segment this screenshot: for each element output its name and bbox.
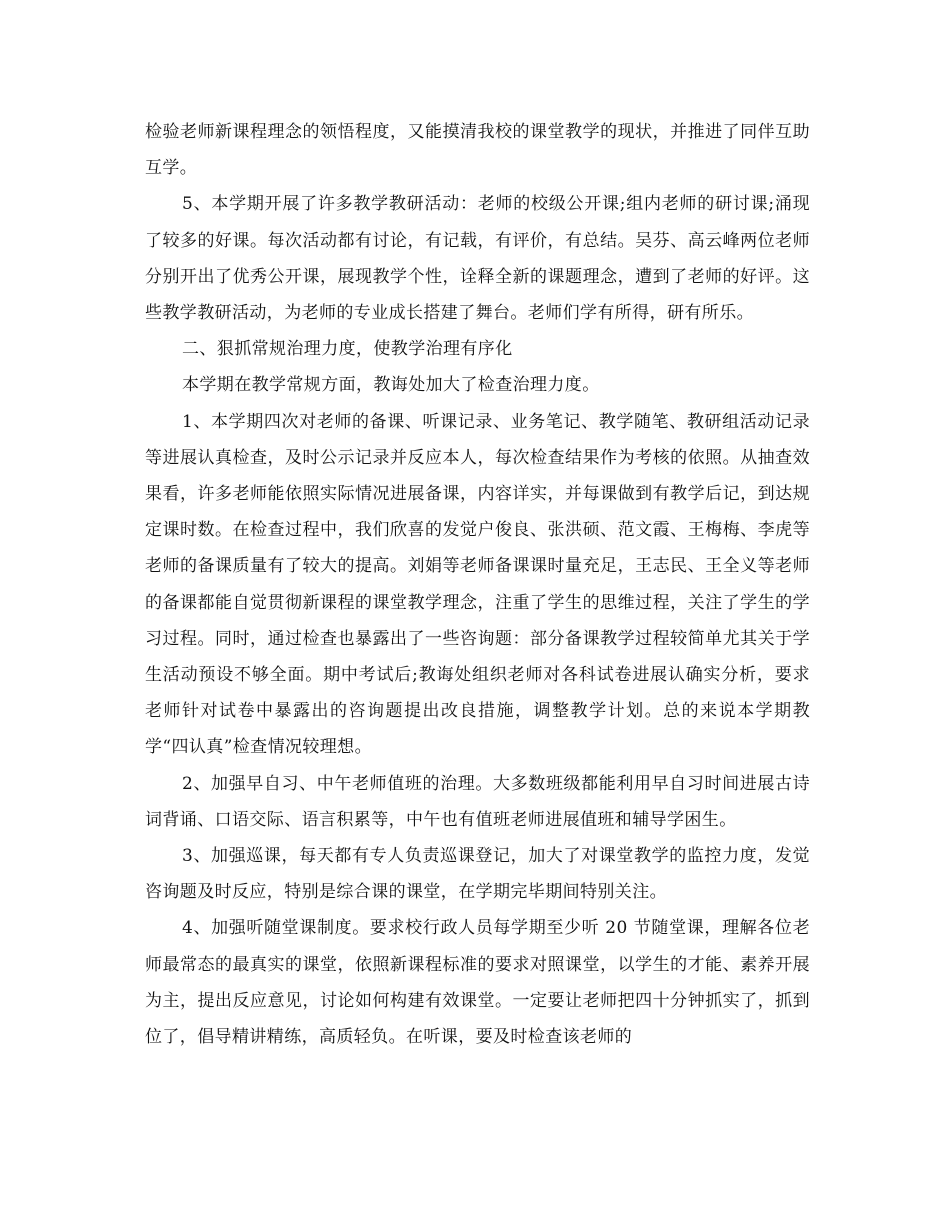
section-heading: 二、狠抓常规治理力度，使教学治理有序化 <box>182 339 513 360</box>
paragraph-8: 4、加强听随堂课制度。要求校行政人员每学期至少听 20 节随堂课，理解各位老师最常态的最真实的课堂，依照新课程标准的要求对照课堂，以学生的才能、素养开展为主，提出反应意见，讨论如何构建有效课堂。一定要让老师把四十分钟抓实了，抓到位了，倡导精讲精练，高质轻负。在听课，要及时检查该老师的 <box>145 918 810 1048</box>
paragraph-1: 检验老师新课程理念的领悟程度，又能摸清我校的课堂教学的现状，并推进了同伴互助互学。 <box>145 122 810 179</box>
document-body <box>145 114 810 1055</box>
paragraph-5: 1、本学期四次对老师的备课、听课记录、业务笔记、教学随笔、教研组活动记录等进展认真检查，及时公示记录并反应本人，每次检查结果作为考核的依照。从抽查效果看，许多老师能依照实际情况进展备课，内容详实，并每课做到有教学后记，到达规定课时数。在检查过程中，我们欣喜的发觉户俊良、张洪硕、范文霞、王梅梅、李虎等老师的备课质量有了较大的提高。刘娟等老师备课课时量充足，王志民、王全义等老师的备课都能自觉贯彻新课程的课堂教学理念，注重了学生的思维过程，关注了学生的学习过程。同时，通过检查也暴露出了一些咨询题：部分备课教学过程较简单尤其关于学生活动预设不够全面。期中考试后;教诲处组织老师对各科试卷进展认确实分析，要求老师针对试卷中暴露出的咨询题提出改良措施，调整教学计划。总的来说本学期教学“四认真”检查情况较理想。 <box>145 411 810 758</box>
paragraph-7: 3、加强巡课，每天都有专人负责巡课登记，加大了对课堂教学的监控力度，发觉咨询题及时反应，特别是综合课的课堂，在学期完毕期间特别关注。 <box>145 846 810 903</box>
paragraph-2: 5、本学期开展了许多教学教研活动：老师的校级公开课;组内老师的研讨课;涌现了较多的好课。每次活动都有讨论，有记载，有评价，有总结。吴芬、高云峰两位老师分别开出了优秀公开课，展现教学个性，诠释全新的课题理念，遭到了老师的好评。这些教学教研活动，为老师的专业成长搭建了舞台。老师们学有所得，研有所乐。 <box>145 194 810 324</box>
paragraph-6: 2、加强早自习、中午老师值班的治理。大多数班级都能利用早自习时间进展古诗词背诵、口语交际、语言积累等，中午也有值班老师进展值班和辅导学困生。 <box>145 773 810 830</box>
paragraph-4: 本学期在教学常规方面，教诲处加大了检查治理力度。 <box>182 375 600 396</box>
